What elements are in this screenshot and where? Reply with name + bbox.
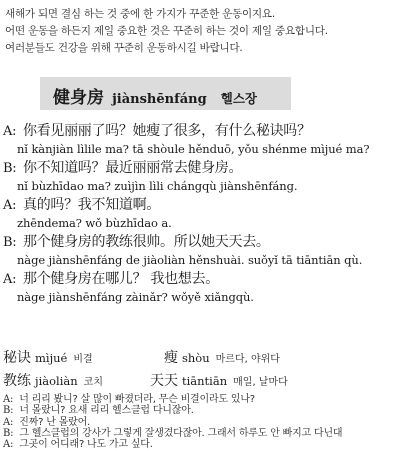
dialog-pinyin: nàge jiànshēnfáng zàinǎr? wǒyě xiǎngqù. xyxy=(17,290,254,304)
vocab-hanzi: 秘诀 xyxy=(3,350,31,366)
dialog-hanzi: 那个健身房在哪儿？ 我也想去。 xyxy=(23,271,219,287)
translation-line xyxy=(3,394,417,405)
vocab-korean: 비결 xyxy=(73,354,93,365)
vocab-pinyin: jiàoliàn xyxy=(35,374,78,388)
dialog-hanzi: 那个健身房的教练很帅。所以她天天去。 xyxy=(23,234,270,250)
dialog-hanzi: 你看见丽丽了吗？她瘦了很多，有什么秘诀吗？ xyxy=(23,123,311,139)
vocab-hanzi: 天天 xyxy=(150,373,178,389)
vocab-row xyxy=(3,347,417,370)
translation-speaker: A: xyxy=(3,439,14,451)
vocab-item xyxy=(3,370,103,390)
vocabulary-list xyxy=(3,347,417,393)
vocab-item xyxy=(3,347,93,367)
translation-text: 진짜? 난 몰랐어. xyxy=(19,416,91,428)
intro-line: 새해가 되면 결심 하는 것 중에 한 가지가 꾸준한 운동이지요. xyxy=(5,8,276,20)
dialog-speaker: A: xyxy=(3,124,17,139)
dialog-turn xyxy=(3,196,417,231)
dialog-pinyin: nǐ bùzhīdao ma? zuìjìn lìli chángqù jiànshēnfáng. xyxy=(17,179,298,193)
dialog-section xyxy=(3,122,417,307)
lesson-title-box xyxy=(40,77,291,110)
dialog-turn xyxy=(3,233,417,268)
vocab-korean: 코치 xyxy=(83,377,103,388)
vocab-hanzi: 教练 xyxy=(3,373,31,389)
dialog-turn xyxy=(3,122,417,157)
korean-translation xyxy=(3,394,417,450)
intro-line: 어떤 운동을 하든지 제일 중요한 것은 꾸준히 하는 것이 제일 중요합니다. xyxy=(5,25,328,37)
dialog-speaker: A: xyxy=(3,198,17,213)
vocab-pinyin: shòu xyxy=(182,351,210,365)
translation-speaker: B: xyxy=(3,405,14,417)
translation-text: 너 몰랐니? 요새 리리 헬스클럽 다니잖아. xyxy=(19,405,194,417)
translation-speaker: A: xyxy=(3,394,14,405)
translation-text: 그 헬스클럽의 강사가 그렇게 잘생겼다잖아. 그래서 하루도 안 빠지고 다닌대 xyxy=(19,427,343,439)
vocab-hanzi: 瘦 xyxy=(164,350,178,366)
vocab-pinyin: mìjué xyxy=(35,351,68,365)
vocab-pinyin: tiāntiān xyxy=(182,374,228,388)
translation-line xyxy=(3,417,417,428)
translation-speaker: B: xyxy=(3,427,14,439)
dialog-speaker: B: xyxy=(3,235,17,250)
title-korean: 헬스장 xyxy=(220,91,257,106)
translation-speaker: A: xyxy=(3,416,14,428)
title-hanzi: 健身房 xyxy=(53,88,104,108)
vocab-korean: 마르다, 야위다 xyxy=(215,354,280,365)
translation-line xyxy=(3,405,417,416)
dialog-speaker: A: xyxy=(3,272,17,287)
dialog-turn xyxy=(3,270,417,305)
dialog-pinyin: zhēndema? wǒ bùzhīdao a. xyxy=(17,216,172,230)
translation-text: 그곳이 어디래? 나도 가고 싶다. xyxy=(19,439,153,451)
translation-line xyxy=(3,428,417,439)
dialog-turn xyxy=(3,159,417,194)
intro-line: 여러분들도 건강을 위해 꾸준히 운동하시길 바랍니다. xyxy=(5,42,243,54)
intro-paragraph xyxy=(5,6,417,57)
dialog-pinyin: nǐ kànjiàn lìlile ma? tā shòule hěnduō, yǒu shénme mìjué ma? xyxy=(17,142,370,156)
translation-line xyxy=(3,439,417,450)
vocab-item xyxy=(150,370,288,390)
dialog-pinyin: nàge jiànshēnfáng de jiàoliàn hěnshuài. suǒyǐ tā tiāntiān qù. xyxy=(17,253,363,267)
dialog-hanzi: 你不知道吗？最近丽丽常去健身房。 xyxy=(23,160,243,176)
dialog-hanzi: 真的吗？我不知道啊。 xyxy=(23,197,160,213)
title-pinyin: jiànshēnfáng xyxy=(112,92,207,107)
vocab-korean: 매일, 날마다 xyxy=(233,377,288,388)
dialog-speaker: B: xyxy=(3,161,17,176)
vocab-item xyxy=(164,347,280,367)
vocab-row xyxy=(3,370,417,393)
translation-text: 너 리리 봤니? 살 많이 빠졌더라, 무슨 비결이라도 있나? xyxy=(19,394,255,405)
